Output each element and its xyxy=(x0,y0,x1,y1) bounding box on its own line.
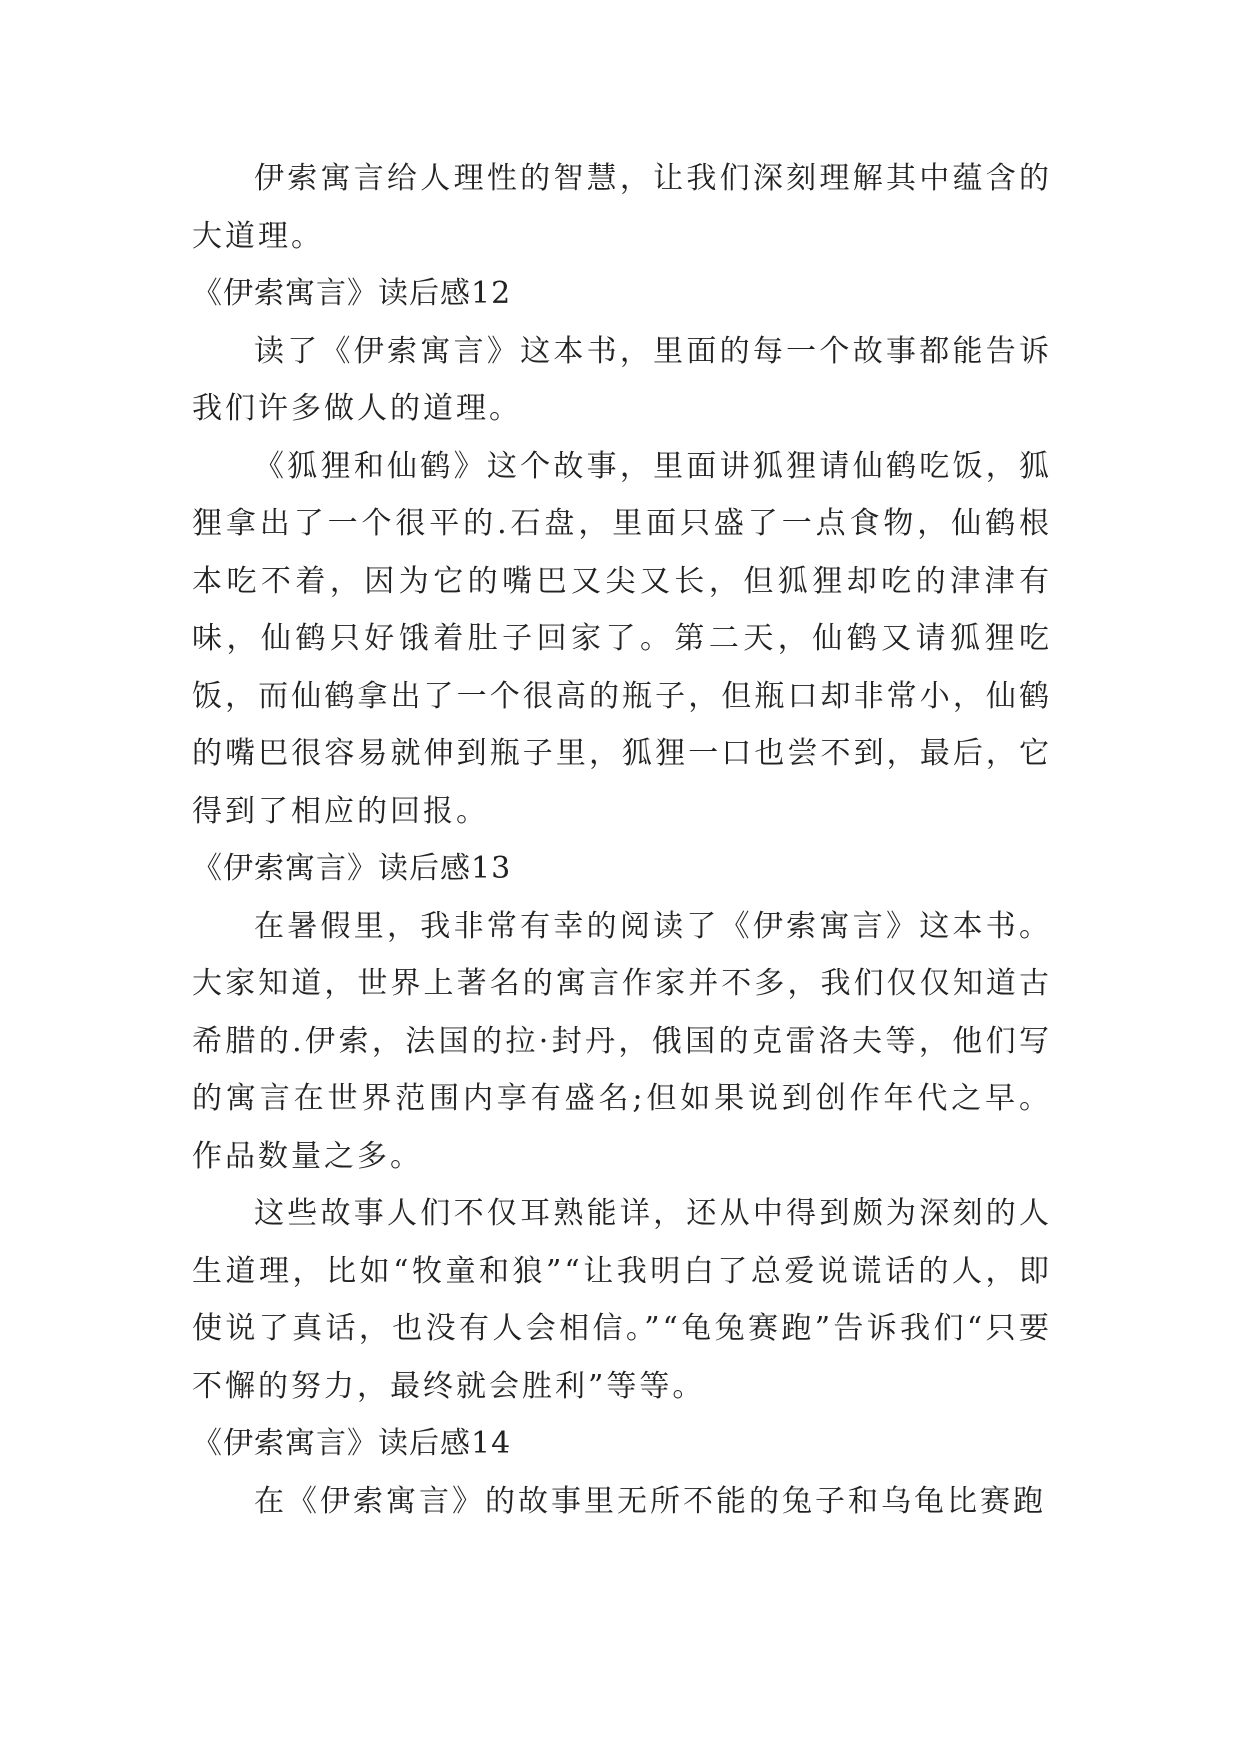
paragraph: 在暑假里，我非常有幸的阅读了《伊索寓言》这本书。大家知道，世界上著名的寓言作家并不多，我们仅仅知道古希腊的.伊索，法国的拉·封丹，俄国的克雷洛夫等，他们写的寓言在世界范围内享有盛名;但如果说到创作年代之早。作品数量之多。 xyxy=(192,908,1052,1174)
paragraph: 读了《伊索寓言》这本书，里面的每一个故事都能告诉我们许多做人的道理。 xyxy=(192,333,1052,426)
paragraph: 伊索寓言给人理性的智慧，让我们深刻理解其中蕴含的大道理。 xyxy=(192,161,1052,254)
section-heading: 《伊索寓言》读后感12 xyxy=(192,276,512,311)
section-heading: 《伊索寓言》读后感14 xyxy=(192,1426,512,1461)
paragraph: 《狐狸和仙鹤》这个故事，里面讲狐狸请仙鹤吃饭，狐狸拿出了一个很平的.石盘，里面只盛了一点食物，仙鹤根本吃不着，因为它的嘴巴又尖又长，但狐狸却吃的津津有味，仙鹤只好饿着肚子回家了。第二天，仙鹤又请狐狸吃饭，而仙鹤拿出了一个很高的瓶子，但瓶口却非常小，仙鹤的嘴巴很容易就伸到瓶子里，狐狸一口也尝不到，最后，它得到了相应的回报。 xyxy=(192,448,1052,829)
section-heading: 《伊索寓言》读后感13 xyxy=(192,851,512,886)
paragraph: 这些故事人们不仅耳熟能详，还从中得到颇为深刻的人生道理，比如“牧童和狼”“让我明白了总爱说谎话的人，即使说了真话，也没有人会相信。”“龟兔赛跑”告诉我们“只要不懈的努力，最终就会胜利”等等。 xyxy=(192,1196,1052,1404)
document-body xyxy=(192,150,1052,1530)
paragraph: 在《伊索寓言》的故事里无所不能的兔子和乌龟比赛跑 xyxy=(254,1483,1046,1519)
